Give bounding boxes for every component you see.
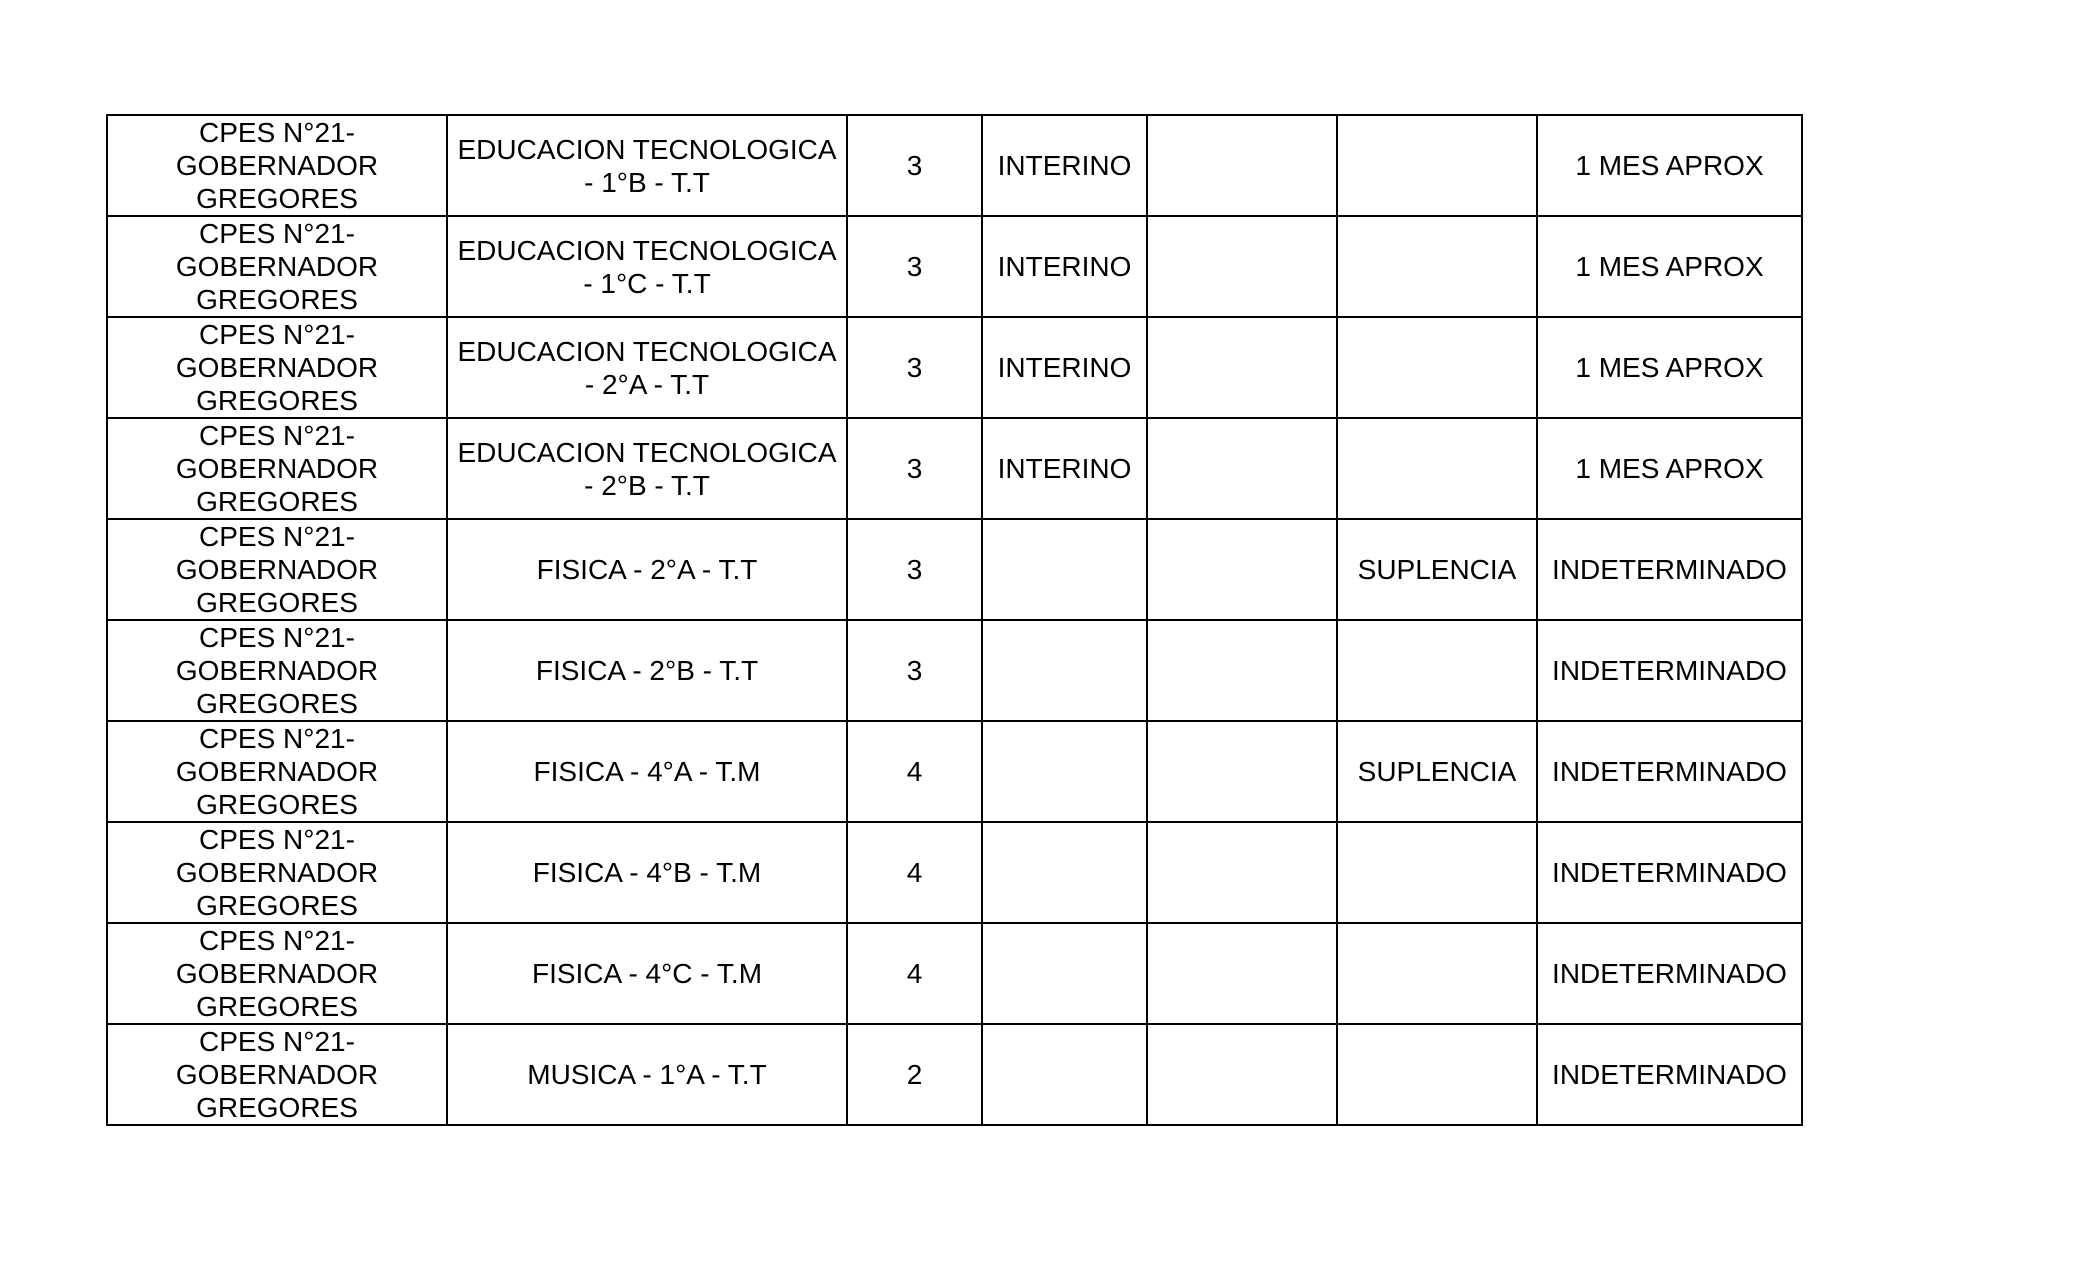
table-row — [107, 721, 1802, 822]
hours-cell: 3 — [847, 115, 982, 216]
school-cell — [107, 418, 447, 519]
school-line: CPES N°21- — [199, 420, 355, 451]
school-line: CPES N°21- — [199, 117, 355, 148]
type-cell: SUPLENCIA — [1337, 721, 1537, 822]
hours-cell: 3 — [847, 317, 982, 418]
duration-cell: 1 MES APROX — [1537, 418, 1802, 519]
hours-cell: 3 — [847, 216, 982, 317]
status-cell: INTERINO — [982, 216, 1147, 317]
school-cell — [107, 721, 447, 822]
school-line: GREGORES — [196, 284, 358, 315]
school-cell — [107, 317, 447, 418]
subject-cell: FISICA - 4°C - T.M — [447, 923, 847, 1024]
school-line: GOBERNADOR — [175, 150, 379, 181]
school-line: GOBERNADOR — [175, 1059, 379, 1090]
duration-cell: INDETERMINADO — [1537, 1024, 1802, 1125]
status-cell — [982, 1024, 1147, 1125]
empty-cell — [1147, 1024, 1337, 1125]
school-line: GREGORES — [196, 486, 358, 517]
status-cell — [982, 620, 1147, 721]
subject-cell: EDUCACION TECNOLOGICA - 2°A - T.T — [447, 317, 847, 418]
empty-cell — [1147, 115, 1337, 216]
duration-cell: INDETERMINADO — [1537, 822, 1802, 923]
hours-cell: 2 — [847, 1024, 982, 1125]
school-line: CPES N°21- — [199, 319, 355, 350]
school-line: GOBERNADOR — [175, 251, 379, 282]
duration-cell: INDETERMINADO — [1537, 721, 1802, 822]
subject-cell: MUSICA - 1°A - T.T — [447, 1024, 847, 1125]
duration-cell: 1 MES APROX — [1537, 216, 1802, 317]
hours-cell: 4 — [847, 923, 982, 1024]
school-line: GOBERNADOR — [175, 554, 379, 585]
type-cell — [1337, 216, 1537, 317]
empty-cell — [1147, 721, 1337, 822]
school-line: CPES N°21- — [199, 218, 355, 249]
subject-cell: EDUCACION TECNOLOGICA - 1°C - T.T — [447, 216, 847, 317]
school-line: CPES N°21- — [199, 824, 355, 855]
table-row — [107, 418, 1802, 519]
type-cell — [1337, 923, 1537, 1024]
status-cell: INTERINO — [982, 115, 1147, 216]
school-line: CPES N°21- — [199, 723, 355, 754]
subject-cell: FISICA - 2°B - T.T — [447, 620, 847, 721]
status-cell — [982, 721, 1147, 822]
type-cell — [1337, 620, 1537, 721]
school-cell — [107, 923, 447, 1024]
school-line: GOBERNADOR — [175, 958, 379, 989]
status-cell — [982, 822, 1147, 923]
table-row — [107, 822, 1802, 923]
type-cell — [1337, 317, 1537, 418]
status-cell — [982, 923, 1147, 1024]
type-cell — [1337, 115, 1537, 216]
school-line: GREGORES — [196, 789, 358, 820]
type-cell — [1337, 1024, 1537, 1125]
table-row — [107, 923, 1802, 1024]
school-line: GREGORES — [196, 587, 358, 618]
subject-cell: FISICA - 4°A - T.M — [447, 721, 847, 822]
school-line: GREGORES — [196, 890, 358, 921]
table-row — [107, 519, 1802, 620]
type-cell: SUPLENCIA — [1337, 519, 1537, 620]
school-line: GREGORES — [196, 183, 358, 214]
empty-cell — [1147, 822, 1337, 923]
subject-cell: FISICA - 2°A - T.T — [447, 519, 847, 620]
school-line: CPES N°21- — [199, 622, 355, 653]
subject-cell: EDUCACION TECNOLOGICA - 1°B - T.T — [447, 115, 847, 216]
hours-cell: 4 — [847, 822, 982, 923]
status-cell: INTERINO — [982, 418, 1147, 519]
school-line: GOBERNADOR — [175, 655, 379, 686]
school-cell — [107, 216, 447, 317]
type-cell — [1337, 418, 1537, 519]
subject-cell: EDUCACION TECNOLOGICA - 2°B - T.T — [447, 418, 847, 519]
vacancies-table — [106, 114, 1803, 1126]
school-cell — [107, 519, 447, 620]
school-line: GOBERNADOR — [175, 352, 379, 383]
empty-cell — [1147, 519, 1337, 620]
school-line: GREGORES — [196, 688, 358, 719]
school-line: GREGORES — [196, 385, 358, 416]
subject-cell: FISICA - 4°B - T.M — [447, 822, 847, 923]
school-line: GREGORES — [196, 1092, 358, 1123]
school-line: GREGORES — [196, 991, 358, 1022]
empty-cell — [1147, 620, 1337, 721]
school-cell — [107, 620, 447, 721]
hours-cell: 3 — [847, 620, 982, 721]
hours-cell: 4 — [847, 721, 982, 822]
duration-cell: 1 MES APROX — [1537, 317, 1802, 418]
school-line: GOBERNADOR — [175, 453, 379, 484]
empty-cell — [1147, 418, 1337, 519]
duration-cell: INDETERMINADO — [1537, 923, 1802, 1024]
status-cell: INTERINO — [982, 317, 1147, 418]
school-line: GOBERNADOR — [175, 857, 379, 888]
type-cell — [1337, 822, 1537, 923]
table-row — [107, 317, 1802, 418]
table-row — [107, 216, 1802, 317]
duration-cell: INDETERMINADO — [1537, 519, 1802, 620]
school-cell — [107, 115, 447, 216]
empty-cell — [1147, 317, 1337, 418]
table-row — [107, 620, 1802, 721]
school-cell — [107, 822, 447, 923]
school-line: CPES N°21- — [199, 925, 355, 956]
school-line: GOBERNADOR — [175, 756, 379, 787]
school-line: CPES N°21- — [199, 521, 355, 552]
status-cell — [982, 519, 1147, 620]
hours-cell: 3 — [847, 519, 982, 620]
table-row — [107, 1024, 1802, 1125]
table-row — [107, 115, 1802, 216]
empty-cell — [1147, 216, 1337, 317]
duration-cell: INDETERMINADO — [1537, 620, 1802, 721]
empty-cell — [1147, 923, 1337, 1024]
school-cell — [107, 1024, 447, 1125]
hours-cell: 3 — [847, 418, 982, 519]
school-line: CPES N°21- — [199, 1026, 355, 1057]
duration-cell: 1 MES APROX — [1537, 115, 1802, 216]
